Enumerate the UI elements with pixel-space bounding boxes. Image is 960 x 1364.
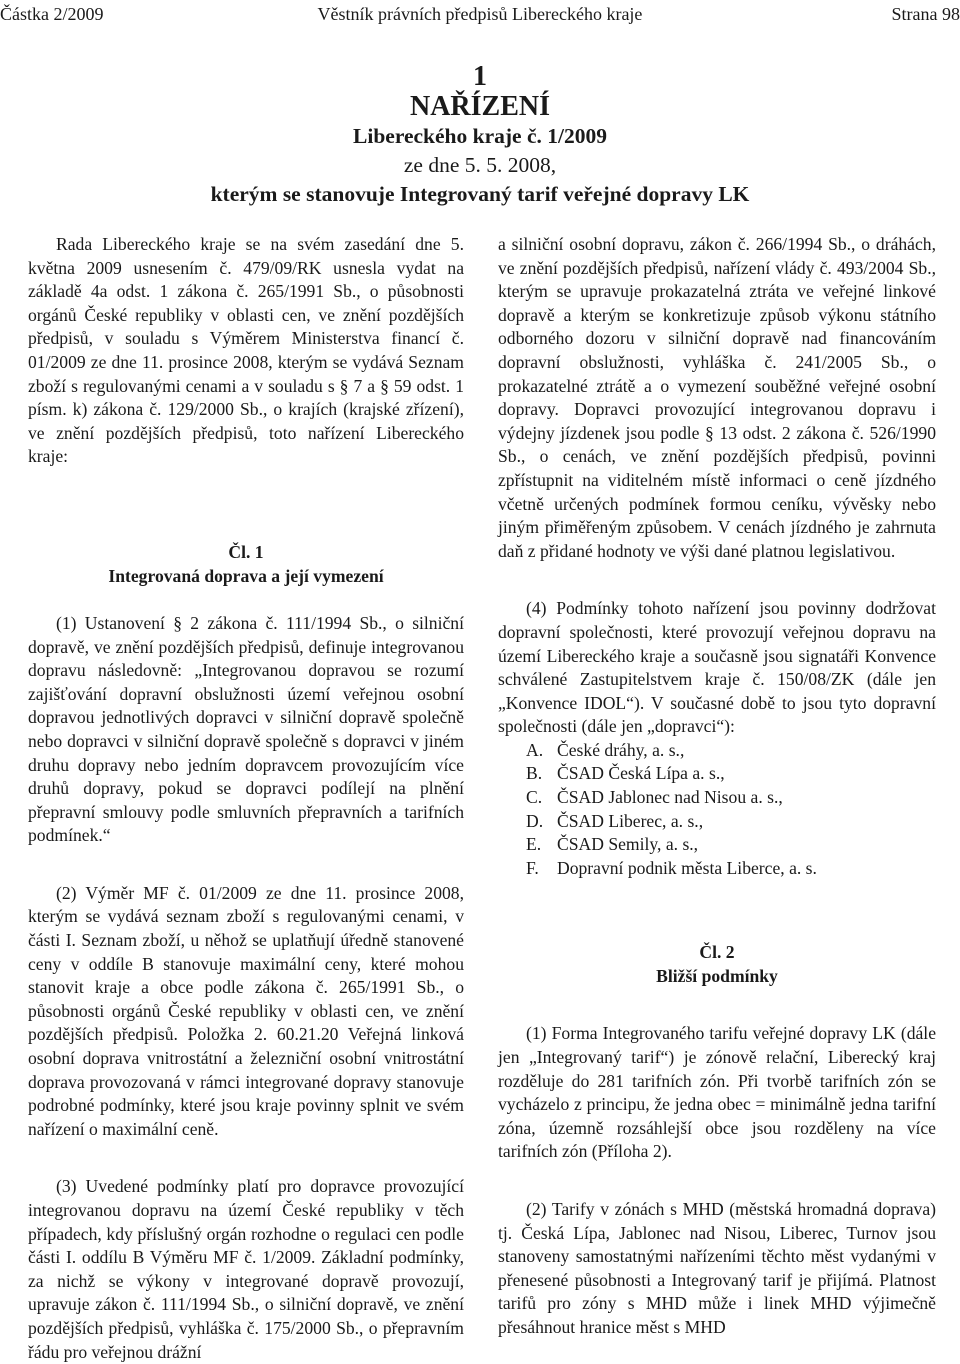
right-column: [498, 233, 936, 1340]
page-number: Strana 98: [891, 4, 960, 24]
article-1-paragraph-3: (3) Uvedené podmínky platí pro dopravce provozující integrovanou dopravu na území České republiky v těch případech, kdy příslušný orgán rozhodne o regulaci cen podle části I. oddílu B Výměru MF č. 1/2009. Základní podmínky, za nichž se výkony v integrované dopravě provozují, upravuje zákon č. 111/1994 Sb., o silniční dopravě, ve znění pozdějších předpisů, vyhláška č. 175/2000 Sb., o přepravním řádu pro veřejnou drážní: [28, 1176, 464, 1362]
article-2-number: Čl. 2: [699, 942, 735, 963]
preamble: Rada Libereckého kraje se na svém zasedání dne 5. května 2009 usnesením č. 479/09/RK usnesla vydat na základě 4a odst. 1 zákona č. 265/1991 Sb., o působnosti orgánů České republiky v oblasti cen, ve znění pozdějších předpisů, v souladu s Výměrem Ministerstva financí č. 01/2009 ze dne 11. prosince 2008, kterým se vydává Seznam zboží s regulovanými cenami a v souladu s § 7 a § 59 odst. 1 písm. k) zákona č. 129/2000 Sb., o krajích (krajské zřízení), ve znění pozdějších předpisů, toto nařízení Libereckého kraje:: [28, 234, 464, 467]
list-item: D. ČSAD Liberec, a. s.,: [526, 810, 704, 831]
article-1-paragraph-2: (2) Výměr MF č. 01/2009 ze dne 11. prosince 2008, kterým se vydává seznam zboží s regulovanými cenami, v části I. Seznam zboží, u něhož se uplatňují úředně stanovené ceny v oddíle B stanovuje maximální ceny, které mohou stanovit kraje a obce podle zákona č. 265/1991 Sb., o působnosti orgánů České republiky v oblasti cen, ve znění pozdějších předpisů. Položka 2. 60.21.20 Veřejná linková osobní doprava vnitrostátní a železniční osobní vnitrostátní doprava provozovaná v rámci integrované dopravy stanovuje podrobné podmínky, které jsou kraje povinny splnit ve svém nařízení o maximální ceně.: [28, 882, 464, 1139]
article-1-number: Čl. 1: [228, 541, 264, 562]
regulation-title: [0, 62, 960, 209]
left-column: [28, 233, 464, 1364]
list-item: E. ČSAD Semily, a. s.,: [526, 834, 699, 855]
article-2-paragraph-1: (1) Forma Integrovaného tarifu veřejné dopravy LK (dále jen „Integrovaný tarif“) je zónově relační, Liberecký kraj rozděluje do 281 tarifních zón. Při tvorbě tarifních zón se vycházelo z principu, že jedna obec = minimálně jedna tarifní zóna, územně rozsáhlejší obce jsou rozděleny na více tarifních zón (Příloha 2).: [498, 1023, 936, 1162]
issue-number: Částka 2/2009: [0, 4, 104, 24]
regulation-date: ze dne 5. 5. 2008,: [403, 153, 557, 177]
regulation-number: 1: [473, 61, 487, 92]
regulation-subject: kterým se stanovuje Integrovaný tarif veřejné dopravy LK: [210, 182, 750, 206]
article-1-paragraph-3-continued: a silniční osobní dopravu, zákon č. 266/1994 Sb., o dráhách, ve znění pozdějších předpisů, nařízení vlády č. 493/2004 Sb., kterým se upravuje prokazatelná ztráta ve veřejné linkové dopravě a kterým se konkretizuje způsob výkonu státního odborného dozoru v silniční dopravě nad financováním dopravní obslužnosti, vyhláška č. 241/2005 Sb., o prokazatelné ztrátě a o vymezení souběžné veřejné osobní dopravy. Dopravci provozující integrovanou dopravu i výdejny jízdenek jsou podle § 13 odst. 2 zákona č. 526/1990 Sb., o cenách, ve znění pozdějších předpisů, povinni zpřístupnit na viditelném místě informaci o ceně jízdného včetně určených podmínek formou ceníku, vývěsky nebo jiným přiměřeným způsobem. V cenách jízdného je zahrnuta daň z přidané hodnoty ve výši dané platnou legislativou.: [498, 234, 936, 561]
article-1-paragraph-1: (1) Ustanovení § 2 zákona č. 111/1994 Sb., o silniční dopravě, ve znění pozdějších předpisů, definuje integrovanou dopravu následovně: „Integrovanou dopravou se rozumí zajišťování dopravní obslužnosti území veřejnou osobní dopravou jednotlivých dopravci v silniční dopravě společně nebo dopravci v silniční dopravě společně s dopravci v jiném druhu dopravy nebo jedním dopravcem provozujícím více druhů dopravy, pokud se dopravci podílejí na plnění přepravní smlouvy podle smluvních přepravních a tarifních podmínek.“: [28, 612, 464, 846]
article-2-title: Bližší podmínky: [656, 966, 778, 987]
regulation-issuer: Libereckého kraje č. 1/2009: [353, 124, 607, 148]
regulation-type: NAŘÍZENÍ: [409, 91, 551, 122]
list-item: B. ČSAD Česká Lípa a. s.,: [526, 763, 725, 784]
list-item: C. ČSAD Jablonec nad Nisou a. s.,: [526, 787, 783, 808]
article-1-paragraph-4: (4) Podmínky tohoto nařízení jsou povinny dodržovat dopravní společnosti, které provozují veřejnou dopravu na území Libereckého kraje a současně jsou signatáři Konvence schválené Zastupitelstvem kraje č. 150/08/ZK (dále jen „Konvence IDOL“). V současné době to jsou tyto dopravní společnosti (dále jen „dopravci“):: [498, 598, 936, 737]
page-header: [0, 4, 960, 30]
list-item: A. České dráhy, a. s.,: [526, 739, 685, 760]
article-2-paragraph-2: (2) Tarify v zónách s MHD (městská hromadná doprava) tj. Česká Lípa, Jablonec nad Nisou, Liberec, Turnov jsou stanoveny samostatnými nařízeními těchto měst vydanými v přenesené působnosti a Integrovaný tarif je přijímá. Platnost tarifů pro zóny s MHD může i linek MHD výjimečně přesáhnout hranice měst s MHD: [498, 1199, 936, 1337]
article-1-title: Integrovaná doprava a její vymezení: [108, 565, 384, 586]
carrier-list: [498, 739, 936, 881]
journal-title: Věstník právních předpisů Libereckého kraje: [317, 4, 643, 24]
list-item: F. Dopravní podnik města Liberce, a. s.: [526, 857, 817, 878]
